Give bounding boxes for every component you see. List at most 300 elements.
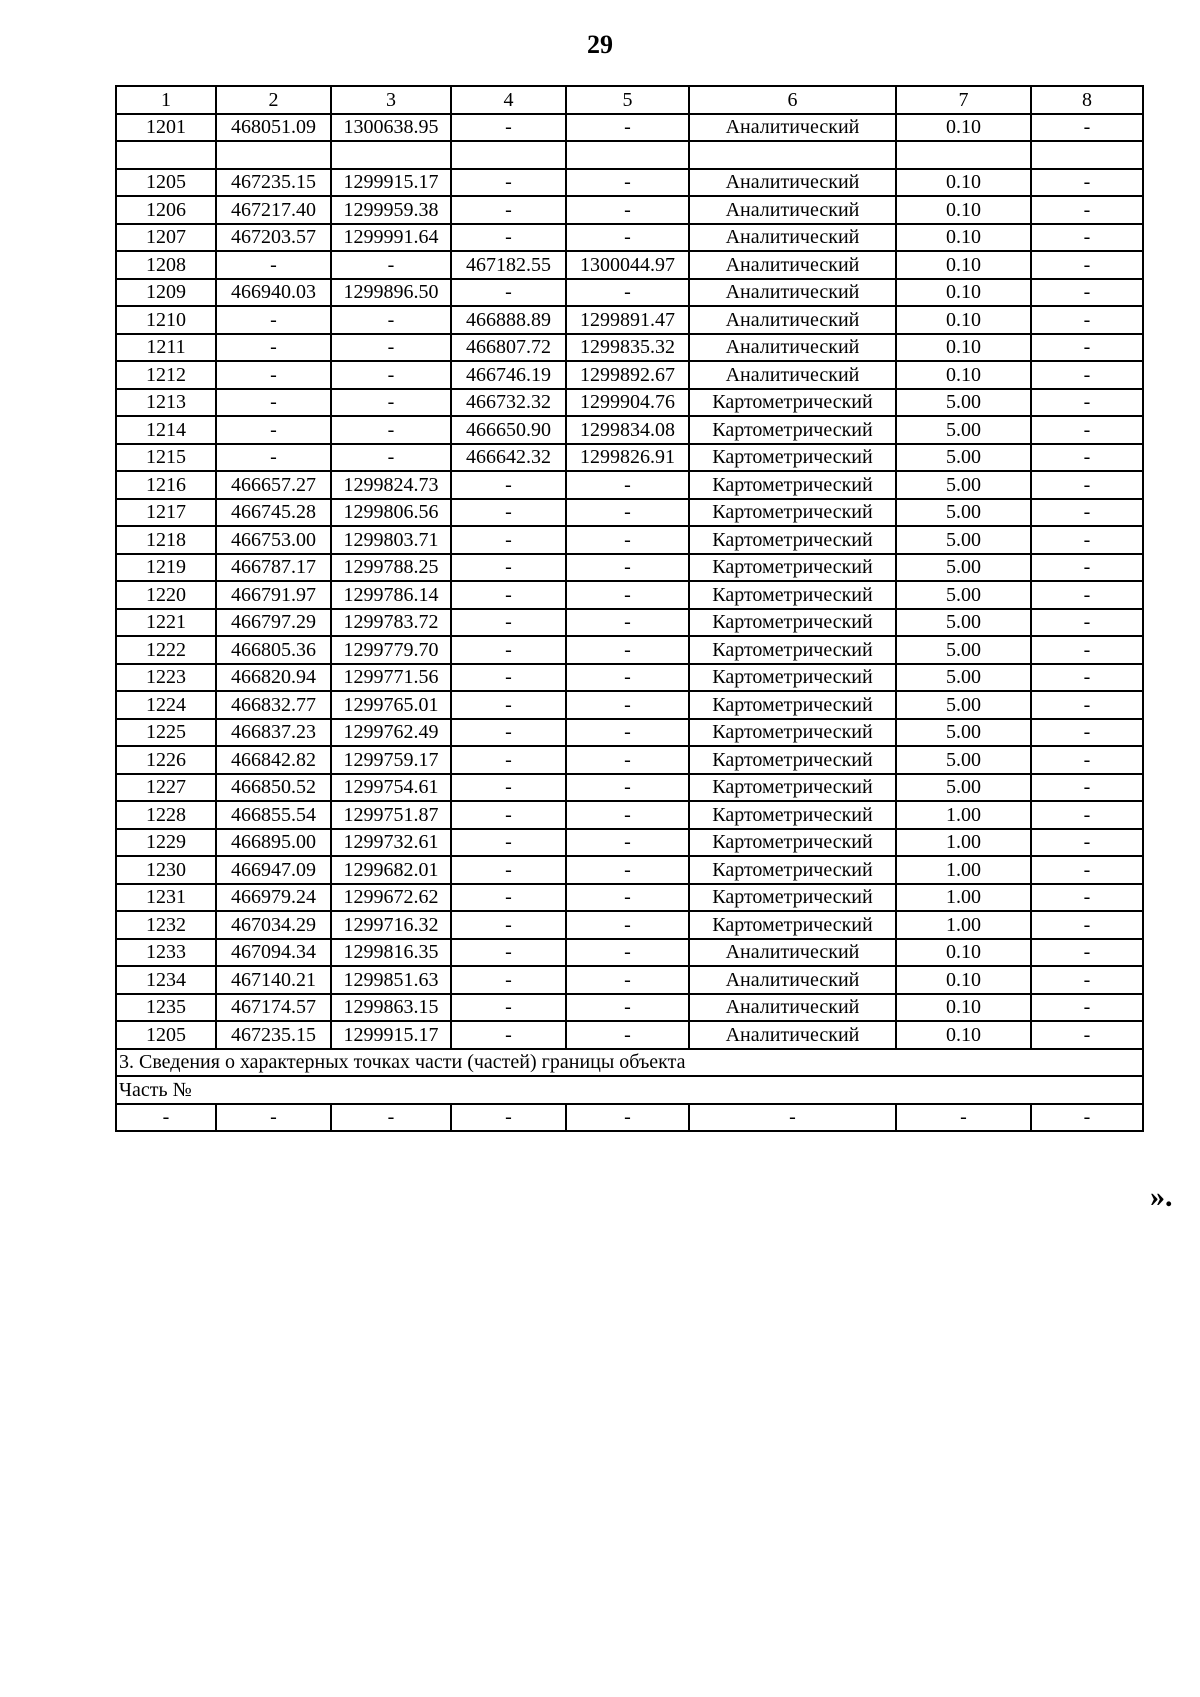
table-cell-col-7: 0.10	[896, 994, 1031, 1022]
table-cell-col-2: 466753.00	[216, 526, 331, 554]
table-cell-col-3: 1299765.01	[331, 691, 451, 719]
table-cell-col-7: 1.00	[896, 801, 1031, 829]
table-cell-col-4: 466642.32	[451, 444, 566, 472]
table-row	[116, 306, 1143, 334]
part-label-row	[116, 1076, 1143, 1104]
table-cell-col-8: -	[1031, 114, 1143, 142]
table-cell-col-1: 1208	[116, 251, 216, 279]
table-cell-col-5: -	[566, 169, 689, 197]
table-row	[116, 251, 1143, 279]
table-cell-col-6	[689, 141, 896, 169]
table-cell-col-4: -	[451, 499, 566, 527]
table-cell-col-2: 467140.21	[216, 966, 331, 994]
table-cell-col-4: -	[451, 114, 566, 142]
table-cell-col-1: 1225	[116, 719, 216, 747]
table-cell-col-5: 1299834.08	[566, 416, 689, 444]
table-cell-col-4: -	[451, 1104, 566, 1132]
table-cell-col-3: -	[331, 306, 451, 334]
table-cell-col-4: -	[451, 664, 566, 692]
table-cell-col-7: 5.00	[896, 746, 1031, 774]
table-cell-col-5: -	[566, 801, 689, 829]
table-cell-col-5: -	[566, 636, 689, 664]
table-cell-col-5: -	[566, 499, 689, 527]
table-cell-col-6: Картометрический	[689, 664, 896, 692]
table-cell-col-7: 5.00	[896, 609, 1031, 637]
table-cell-col-8: -	[1031, 169, 1143, 197]
table-cell-col-3: -	[331, 416, 451, 444]
table-cell-col-8: -	[1031, 471, 1143, 499]
table-cell-col-3: 1299915.17	[331, 1021, 451, 1049]
table-cell-col-8: -	[1031, 279, 1143, 307]
table-cell-col-7: 0.10	[896, 196, 1031, 224]
table-row	[116, 444, 1143, 472]
table-cell-col-7: 0.10	[896, 939, 1031, 967]
table-cell-col-7: 7	[896, 86, 1031, 114]
table-cell-col-1: 1	[116, 86, 216, 114]
table-cell-col-6: Картометрический	[689, 829, 896, 857]
table-cell-col-7: 5.00	[896, 444, 1031, 472]
table-cell-col-6: Картометрический	[689, 801, 896, 829]
table-cell-col-3: 1299751.87	[331, 801, 451, 829]
table-cell-col-7: 5.00	[896, 774, 1031, 802]
part-row	[116, 1104, 1143, 1132]
table-cell-col-3: 3	[331, 86, 451, 114]
table-cell-col-8: -	[1031, 306, 1143, 334]
table-cell-col-2: 467235.15	[216, 169, 331, 197]
table-cell-col-3: 1299896.50	[331, 279, 451, 307]
table-cell-col-8: -	[1031, 224, 1143, 252]
table-cell-col-5: -	[566, 746, 689, 774]
table-cell-col-6: Аналитический	[689, 966, 896, 994]
table-cell-col-1: 1219	[116, 554, 216, 582]
table-cell-col-8: -	[1031, 691, 1143, 719]
table-cell-col-6: Аналитический	[689, 279, 896, 307]
table-cell-col-6: -	[689, 1104, 896, 1132]
table-cell-col-4: 466732.32	[451, 389, 566, 417]
table-cell-col-8: -	[1031, 1104, 1143, 1132]
table-row	[116, 636, 1143, 664]
table-cell-col-4: -	[451, 581, 566, 609]
table-cell-col-1: 1231	[116, 884, 216, 912]
table-row	[116, 114, 1143, 142]
table-cell-col-7: 0.10	[896, 966, 1031, 994]
table-cell-col-1: 1205	[116, 1021, 216, 1049]
table-row	[116, 169, 1143, 197]
table-cell-col-4: 466888.89	[451, 306, 566, 334]
table-cell-col-2: 467235.15	[216, 1021, 331, 1049]
table-cell-col-7: 0.10	[896, 169, 1031, 197]
table-cell-col-7: 0.10	[896, 334, 1031, 362]
table-cell-col-2: -	[216, 251, 331, 279]
table-cell-col-6: Аналитический	[689, 994, 896, 1022]
table-cell-col-6: Картометрический	[689, 499, 896, 527]
table-cell-col-7: 1.00	[896, 856, 1031, 884]
table-cell-col-8: -	[1031, 939, 1143, 967]
table-cell-col-8: -	[1031, 719, 1143, 747]
table-cell-col-3: 1299732.61	[331, 829, 451, 857]
table-row	[116, 526, 1143, 554]
table-cell-col-2: -	[216, 416, 331, 444]
table-cell-col-6: Аналитический	[689, 251, 896, 279]
table-cell-col-8: -	[1031, 251, 1143, 279]
table-header-row	[116, 86, 1143, 114]
table-cell-col-3	[331, 141, 451, 169]
table-cell-col-2: 466855.54	[216, 801, 331, 829]
table-cell-col-4: -	[451, 746, 566, 774]
table-cell-col-1: 1211	[116, 334, 216, 362]
table-cell-col-5: -	[566, 691, 689, 719]
table-cell-col-6: Аналитический	[689, 169, 896, 197]
table-cell-col-4: -	[451, 939, 566, 967]
table-cell-col-2: -	[216, 361, 331, 389]
table-row	[116, 361, 1143, 389]
table-cell-col-1: 1223	[116, 664, 216, 692]
table-cell-col-4: -	[451, 471, 566, 499]
table-cell-col-8: -	[1031, 664, 1143, 692]
table-cell-col-4: -	[451, 279, 566, 307]
table-cell-col-3: -	[331, 251, 451, 279]
table-cell-col-7: 5.00	[896, 499, 1031, 527]
table-cell-col-1: 1234	[116, 966, 216, 994]
table-cell-col-6: Картометрический	[689, 856, 896, 884]
table-row	[116, 279, 1143, 307]
table-cell-col-3: 1299754.61	[331, 774, 451, 802]
table-cell-col-8: -	[1031, 911, 1143, 939]
table-cell-col-3: 1299824.73	[331, 471, 451, 499]
table-cell-col-1: 1209	[116, 279, 216, 307]
table-cell-col-7: 0.10	[896, 224, 1031, 252]
table-cell-col-7: 5.00	[896, 554, 1031, 582]
table-cell-col-4: -	[451, 196, 566, 224]
table-cell-col-1: 1221	[116, 609, 216, 637]
table-cell-col-4: 4	[451, 86, 566, 114]
table-cell-col-2: 467203.57	[216, 224, 331, 252]
table-cell-col-2: 466820.94	[216, 664, 331, 692]
table-cell-col-1: 1226	[116, 746, 216, 774]
table-cell-col-1: 1215	[116, 444, 216, 472]
table-cell-col-4: 467182.55	[451, 251, 566, 279]
closing-quote-mark: ».	[1150, 1180, 1173, 1213]
table-cell-col-2: 468051.09	[216, 114, 331, 142]
table-cell-col-2: -	[216, 334, 331, 362]
table-cell-col-5: -	[566, 279, 689, 307]
table-cell-col-1: 1229	[116, 829, 216, 857]
table-cell-col-4: 466807.72	[451, 334, 566, 362]
table-cell-col-4: -	[451, 526, 566, 554]
table-cell-col-3: 1299762.49	[331, 719, 451, 747]
table-cell-col-1	[116, 141, 216, 169]
table-cell-col-2: 466850.52	[216, 774, 331, 802]
table-row	[116, 471, 1143, 499]
table-cell-col-2: 467217.40	[216, 196, 331, 224]
table-row	[116, 581, 1143, 609]
table-cell-col-6: Картометрический	[689, 719, 896, 747]
table-cell-col-6: Картометрический	[689, 389, 896, 417]
table-cell-col-1: 1217	[116, 499, 216, 527]
table-cell-col-4: 466650.90	[451, 416, 566, 444]
table-cell-col-1: 1210	[116, 306, 216, 334]
table-cell-col-8: -	[1031, 856, 1143, 884]
table-cell-col-8: -	[1031, 361, 1143, 389]
table-cell-col-5: -	[566, 609, 689, 637]
table-cell-col-6: Аналитический	[689, 196, 896, 224]
table-cell-col-3: 1299915.17	[331, 169, 451, 197]
table-cell-col-3: 1299806.56	[331, 499, 451, 527]
table-cell-col-1: 1201	[116, 114, 216, 142]
table-cell-col-8: -	[1031, 884, 1143, 912]
table-row	[116, 416, 1143, 444]
table-cell-col-6: Картометрический	[689, 884, 896, 912]
table-cell-col-1: 1207	[116, 224, 216, 252]
table-cell-col-6: Аналитический	[689, 361, 896, 389]
table-cell-col-2: 466787.17	[216, 554, 331, 582]
table-cell-col-4: -	[451, 224, 566, 252]
table-row	[116, 499, 1143, 527]
table-cell-col-5: -	[566, 994, 689, 1022]
table-cell-col-2: 466940.03	[216, 279, 331, 307]
table-cell-col-2: 466895.00	[216, 829, 331, 857]
table-cell-col-2: 466947.09	[216, 856, 331, 884]
table-cell-col-8: -	[1031, 829, 1143, 857]
table-cell-col-2: 466797.29	[216, 609, 331, 637]
table-cell-col-8: -	[1031, 774, 1143, 802]
table-cell-col-7: 0.10	[896, 279, 1031, 307]
table-row	[116, 196, 1143, 224]
table-cell-col-8: -	[1031, 499, 1143, 527]
table-cell-col-1: 1214	[116, 416, 216, 444]
table-cell-col-2: 466842.82	[216, 746, 331, 774]
table-cell-col-6: Картометрический	[689, 911, 896, 939]
coordinates-table	[115, 85, 1144, 1132]
table-row	[116, 856, 1143, 884]
table-cell-col-8: -	[1031, 801, 1143, 829]
table-cell-col-6: Картометрический	[689, 416, 896, 444]
table-cell-col-7: 1.00	[896, 829, 1031, 857]
table-cell-col-2: -	[216, 1104, 331, 1132]
table-row	[116, 1021, 1143, 1049]
table-cell-col-4: -	[451, 911, 566, 939]
table-cell-col-8: -	[1031, 389, 1143, 417]
table-row	[116, 966, 1143, 994]
table-cell-col-4: -	[451, 169, 566, 197]
table-cell-col-2: 466832.77	[216, 691, 331, 719]
table-cell-col-8: -	[1031, 636, 1143, 664]
table-cell-col-5: 1299835.32	[566, 334, 689, 362]
table-cell-col-4: -	[451, 609, 566, 637]
table-cell-col-6: 6	[689, 86, 896, 114]
table-cell-col-6: Картометрический	[689, 774, 896, 802]
table-cell-col-5: -	[566, 856, 689, 884]
table-cell-col-5: -	[566, 966, 689, 994]
table-cell-col-5: 1299826.91	[566, 444, 689, 472]
table-cell-col-7: 0.10	[896, 114, 1031, 142]
table-row	[116, 994, 1143, 1022]
table-cell-col-8	[1031, 141, 1143, 169]
table-cell-col-4: -	[451, 884, 566, 912]
table-cell-col-3: 1299816.35	[331, 939, 451, 967]
table-cell-col-5: -	[566, 774, 689, 802]
table-cell-col-4: -	[451, 966, 566, 994]
table-cell-col-7: 0.10	[896, 251, 1031, 279]
table-cell-col-8: -	[1031, 554, 1143, 582]
section-title-row	[116, 1049, 1143, 1077]
table-cell-col-2: 466805.36	[216, 636, 331, 664]
table-cell-col-3: 1300638.95	[331, 114, 451, 142]
table-cell-col-3: 1299771.56	[331, 664, 451, 692]
table-cell-col-2: 2	[216, 86, 331, 114]
table-cell-col-7: 1.00	[896, 911, 1031, 939]
table-cell-col-1: 1235	[116, 994, 216, 1022]
table-row	[116, 719, 1143, 747]
table-cell-col-7: 5.00	[896, 719, 1031, 747]
table-cell-col-8: -	[1031, 1021, 1143, 1049]
table-cell-col-1: 1205	[116, 169, 216, 197]
table-row	[116, 939, 1143, 967]
table-cell-col-7: 5.00	[896, 664, 1031, 692]
table-cell-col-8: -	[1031, 526, 1143, 554]
table-cell-col-2: 466657.27	[216, 471, 331, 499]
table-cell-col-6: Аналитический	[689, 224, 896, 252]
table-cell-col-3: 1299863.15	[331, 994, 451, 1022]
table-cell-col-6: Аналитический	[689, 114, 896, 142]
table-cell-col-7	[896, 141, 1031, 169]
table-cell-col-7: 5.00	[896, 416, 1031, 444]
table-cell-col-4: -	[451, 856, 566, 884]
table-cell-col-7: 5.00	[896, 691, 1031, 719]
table-cell-col-3: 1299991.64	[331, 224, 451, 252]
table-cell-col-4: -	[451, 691, 566, 719]
table-cell-col-2: 466745.28	[216, 499, 331, 527]
table-cell-col-6: Картометрический	[689, 636, 896, 664]
table-cell-col-3: -	[331, 444, 451, 472]
table-cell-col-4	[451, 141, 566, 169]
table-cell-col-3: -	[331, 361, 451, 389]
table-cell-col-6: Картометрический	[689, 609, 896, 637]
table-cell-col-1: 1228	[116, 801, 216, 829]
table-cell-col-6: Картометрический	[689, 746, 896, 774]
table-cell-col-5: -	[566, 1021, 689, 1049]
table-cell-col-1: 1230	[116, 856, 216, 884]
table-cell-col-6: Картометрический	[689, 444, 896, 472]
table-cell-col-4: 466746.19	[451, 361, 566, 389]
table-cell-col-5: 1299904.76	[566, 389, 689, 417]
table-cell-col-8: -	[1031, 196, 1143, 224]
table-cell-col-1: 1218	[116, 526, 216, 554]
table-cell-col-5: -	[566, 664, 689, 692]
table-cell-col-3: 1299851.63	[331, 966, 451, 994]
table-cell-col-8: -	[1031, 746, 1143, 774]
table-cell-col-5: -	[566, 554, 689, 582]
table-cell-col-3: 1299786.14	[331, 581, 451, 609]
table-cell-col-1: 1232	[116, 911, 216, 939]
table-cell-col-8: -	[1031, 994, 1143, 1022]
table-cell-col-5: -	[566, 581, 689, 609]
table-row	[116, 829, 1143, 857]
table-cell-col-1: 1227	[116, 774, 216, 802]
table-cell-col-1: 1206	[116, 196, 216, 224]
table-cell-col-3: 1299779.70	[331, 636, 451, 664]
table-cell-col-3: -	[331, 334, 451, 362]
table-cell-col-7: 1.00	[896, 884, 1031, 912]
table-cell-col-6: Аналитический	[689, 306, 896, 334]
table-row	[116, 884, 1143, 912]
table-cell-col-2: 467174.57	[216, 994, 331, 1022]
table-cell-col-1: 1224	[116, 691, 216, 719]
table-cell-col-3: -	[331, 389, 451, 417]
table-cell-col-5: 1299892.67	[566, 361, 689, 389]
table-row	[116, 389, 1143, 417]
table-cell-col-5: -	[566, 526, 689, 554]
table-cell-col-4: -	[451, 719, 566, 747]
table-cell-col-6: Картометрический	[689, 581, 896, 609]
table-cell-col-4: -	[451, 1021, 566, 1049]
table-cell-col-8: -	[1031, 416, 1143, 444]
table-row	[116, 664, 1143, 692]
table-cell-col-8: -	[1031, 444, 1143, 472]
table-cell-col-5	[566, 141, 689, 169]
table-cell-col-7: 0.10	[896, 1021, 1031, 1049]
table-cell-col-3: -	[331, 1104, 451, 1132]
table-cell-col-6: Аналитический	[689, 334, 896, 362]
table-cell-col-2: -	[216, 444, 331, 472]
table-cell-col-5: -	[566, 114, 689, 142]
table-cell-col-5: -	[566, 939, 689, 967]
table-cell-col-2: 467094.34	[216, 939, 331, 967]
table-cell-col-4: -	[451, 801, 566, 829]
table-cell-col-5: 1300044.97	[566, 251, 689, 279]
table-cell-col-3: 1299682.01	[331, 856, 451, 884]
table-cell-col-7: 0.10	[896, 306, 1031, 334]
table-cell-col-6: Аналитический	[689, 1021, 896, 1049]
table-row	[116, 141, 1143, 169]
table-cell-col-3: 1299759.17	[331, 746, 451, 774]
table-cell-col-3: 1299672.62	[331, 884, 451, 912]
table-cell-col-5: -	[566, 1104, 689, 1132]
table-cell-col-7: 0.10	[896, 361, 1031, 389]
table-cell-col-2: 466791.97	[216, 581, 331, 609]
table-row	[116, 746, 1143, 774]
table-cell-col-1: 1220	[116, 581, 216, 609]
table-cell-col-5: -	[566, 196, 689, 224]
table-cell-col-2	[216, 141, 331, 169]
table-cell-col-2: 467034.29	[216, 911, 331, 939]
table-cell-col-5: -	[566, 884, 689, 912]
table-cell-col-1: 1222	[116, 636, 216, 664]
table-cell-col-5: 5	[566, 86, 689, 114]
table-cell-col-7: 5.00	[896, 389, 1031, 417]
table-cell-col-1: 1213	[116, 389, 216, 417]
table-cell-col-7: 5.00	[896, 526, 1031, 554]
table-cell-col-7: 5.00	[896, 581, 1031, 609]
table-cell-col-3: 1299959.38	[331, 196, 451, 224]
table-cell-col-7: 5.00	[896, 471, 1031, 499]
table-cell-col-4: -	[451, 774, 566, 802]
table-cell-col-6: Картометрический	[689, 691, 896, 719]
table-row	[116, 609, 1143, 637]
table-row	[116, 911, 1143, 939]
table-cell-col-2: -	[216, 389, 331, 417]
table-cell-col-2: 466979.24	[216, 884, 331, 912]
table-cell-col-7: -	[896, 1104, 1031, 1132]
table-row	[116, 801, 1143, 829]
table-cell-col-1: 1212	[116, 361, 216, 389]
table-cell-col-1: 1216	[116, 471, 216, 499]
table-row	[116, 774, 1143, 802]
part-label-row-text: Часть №	[116, 1076, 1143, 1104]
table-cell-col-1: -	[116, 1104, 216, 1132]
table-row	[116, 691, 1143, 719]
section-title-row-text: 3. Сведения о характерных точках части (частей) границы объекта	[116, 1049, 1143, 1077]
